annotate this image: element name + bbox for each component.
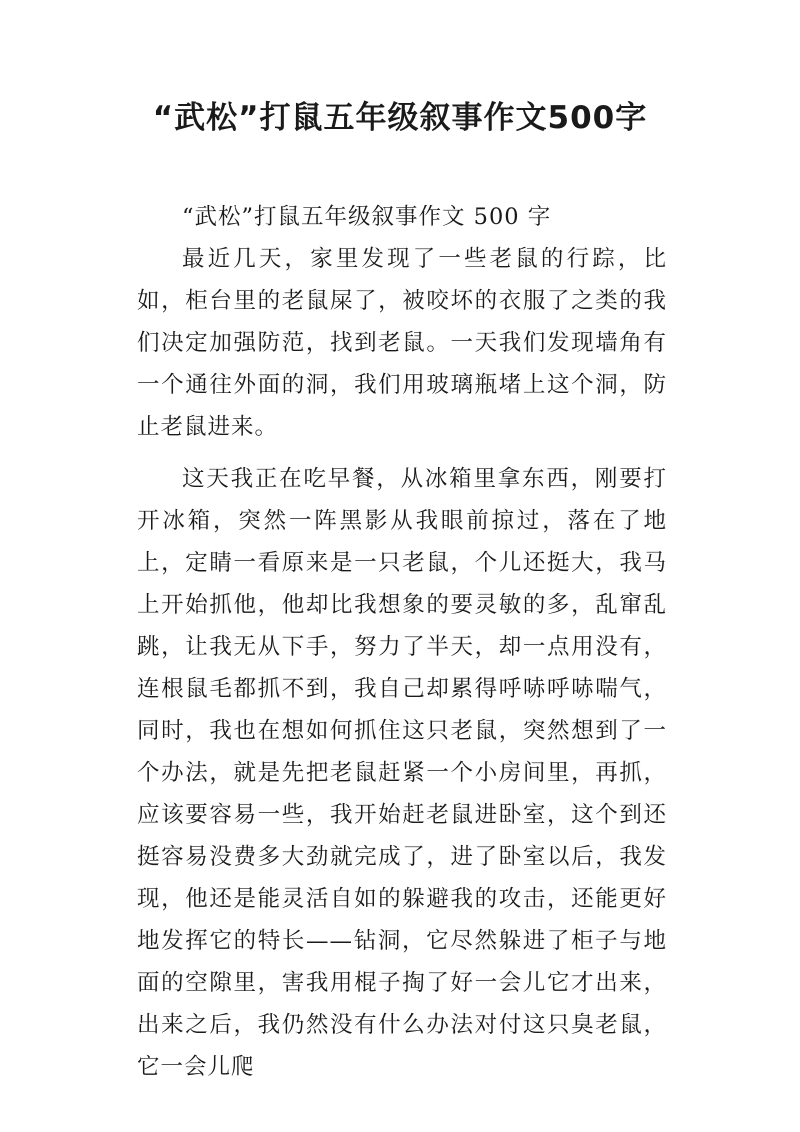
paragraph-2: 这天我正在吃早餐，从冰箱里拿东西，刚要打开冰箱，突然一阵黑影从我眼前掠过，落在了地上，定睛一看原来是一只老鼠，个儿还挺大，我马上开始抓他，他却比我想象的要灵敏的多，乱窜乱跳，让我无从下手，努力了半天，却一点用没有，连根鼠毛都抓不到，我自己却累得呼哧呼哧喘气，同时，我也在想如何抓住这只老鼠，突然想到了一个办法，就是先把老鼠赶紧一个小房间里，再抓，应该要容易一些，我开始赶老鼠进卧室，这个到还挺容易没费多大劲就完成了，进了卧室以后，我发现，他还是能灵活自如的躲避我的攻击，还能更好地发挥它的特长——钻洞，它尽然躲进了柜子与地面的空隙里，害我用棍子掏了好一会儿它才出来，出来之后，我仍然没有什么办法对付这只臭老鼠，它一会儿爬	[137, 466, 667, 1080]
paragraph-1: 最近几天，家里发现了一些老鼠的行踪，比如，柜台里的老鼠屎了，被咬坏的衣服了之类的我们决定加强防范，找到老鼠。一天我们发现墙角有一个通往外面的洞，我们用玻璃瓶堵上这个洞，防止老鼠进来。	[137, 246, 667, 440]
document-subtitle: “武松”打鼠五年级叙事作文 500 字	[182, 204, 552, 230]
document-body	[137, 196, 667, 1098]
document-title: “武松”打鼠五年级叙事作文500字	[152, 100, 648, 136]
